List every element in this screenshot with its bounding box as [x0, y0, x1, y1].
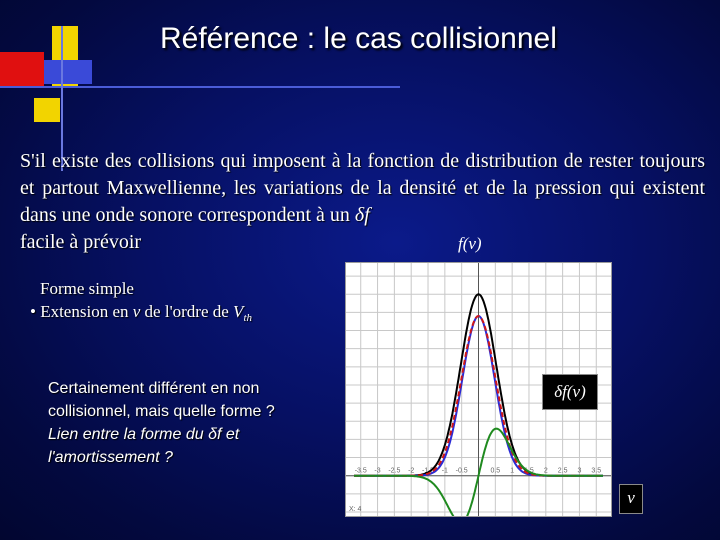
simple-form-block — [30, 277, 252, 330]
x-readout-label: X: 4 — [349, 506, 362, 513]
x-tick-label: 3.5 — [591, 467, 602, 475]
x-tick-label: -3 — [374, 467, 381, 475]
v-axis-label: v — [619, 484, 643, 514]
bullet-extension: • Extension en v de l'ordre de $V_{th}$ — [30, 302, 252, 324]
question-line-2: Lien entre la forme du δf et l'amortissement ? — [48, 426, 240, 466]
x-tick-label: 0.5 — [490, 467, 501, 475]
forme-simple-heading: Forme simple — [40, 279, 134, 298]
x-tick-label: -1 — [441, 467, 448, 475]
slide-title: Référence : le cas collisionnel — [160, 22, 557, 55]
deco-horizontal-line — [0, 86, 400, 88]
x-tick-label: 1.5 — [524, 467, 534, 475]
delta-f-of-v-label: δf(v) — [542, 374, 598, 410]
x-tick-label: 2 — [543, 467, 548, 475]
x-tick-label: -0.5 — [455, 467, 468, 475]
x-tick-label: -2 — [408, 467, 415, 475]
main-paragraph — [20, 148, 705, 256]
x-tick-label: -2.5 — [388, 467, 401, 475]
question-block — [48, 377, 338, 469]
deco-yellow-small-block — [34, 98, 60, 122]
main-paragraph-text: S'il existe des collisions qui imposent à la fonction de distribution de rester toujours et partout Maxwellienne, les variations de la densité et de la pression qui existent dans une onde sonore correspondent à un — [20, 150, 705, 226]
x-tick-label: 3 — [577, 467, 582, 475]
x-tick-label: -1.5 — [421, 467, 435, 475]
delta-f-symbol: δf — [354, 204, 370, 226]
deco-red-block — [0, 52, 44, 86]
f-of-v-label: f(v) — [458, 234, 482, 253]
question-line-1: Certainement différent en non collisionnel, mais quelle forme ? — [48, 380, 275, 420]
x-tick-label: -3.5 — [354, 467, 367, 475]
x-tick-label: 1 — [510, 467, 515, 475]
deco-blue-block — [44, 60, 92, 84]
main-paragraph-end: facile à prévoir — [20, 231, 142, 253]
x-tick-label: 2.5 — [557, 467, 568, 475]
